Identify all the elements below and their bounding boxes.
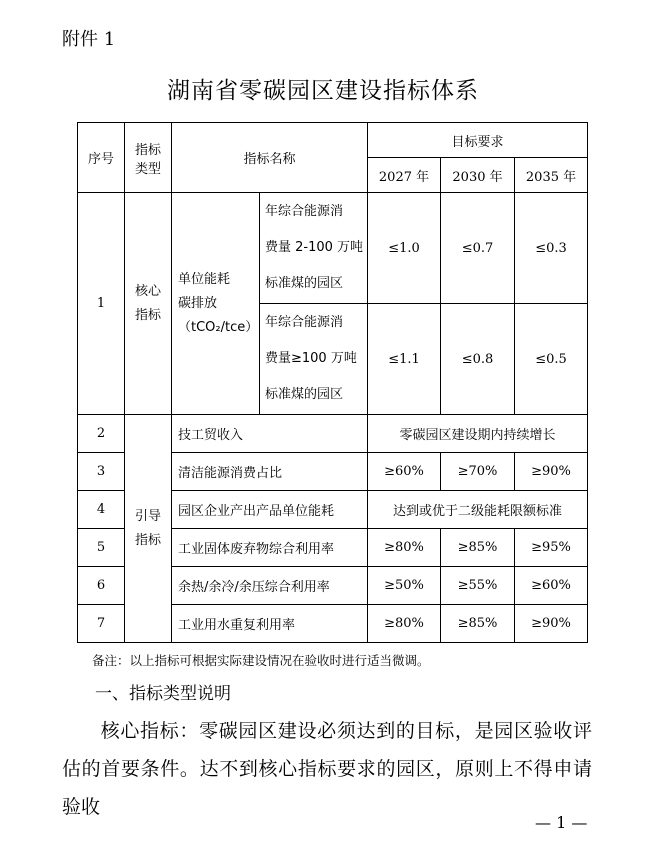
row1-sub2-desc (260, 304, 368, 415)
row1-sub2-line3: 标准煤的园区 (265, 387, 344, 402)
attachment-label: 附件 1 (62, 29, 116, 50)
row1-sub1-line2: 费量 2-100 万吨 (265, 240, 364, 255)
row1-name-line1: 单位能耗 (178, 271, 231, 287)
row1-sub2-line2: 费量≥100 万吨 (265, 351, 357, 366)
row6-2027: ≥50% (368, 567, 441, 605)
row5-seq: 5 (78, 529, 125, 567)
header-type-line1: 指标 (134, 142, 161, 158)
row2-seq: 2 (78, 415, 125, 453)
row5-2027: ≥80% (368, 529, 441, 567)
guide-type-line1: 引导 (134, 508, 161, 524)
row1-name-line2: 碳排放 (178, 295, 218, 311)
header-target: 目标要求 (368, 123, 588, 158)
indicator-table (77, 122, 588, 643)
row5-2030: ≥85% (441, 529, 515, 567)
row1-sub1-2027: ≤1.0 (368, 193, 441, 304)
row2-name: 技工贸收入 (172, 415, 368, 453)
row1-sub2-2035: ≤0.5 (515, 304, 588, 415)
row1-sub1-line1: 年综合能源消 (265, 204, 344, 219)
header-year-2027: 2027 年 (368, 158, 441, 193)
row3-2035: ≥90% (515, 453, 588, 491)
row4-name: 园区企业产出产品单位能耗 (172, 491, 368, 529)
row4-seq: 4 (78, 491, 125, 529)
row1-sub1-line3: 标准煤的园区 (265, 276, 344, 291)
row4-target: 达到或优于二级能耗限额标准 (368, 491, 588, 529)
row2-target: 零碳园区建设期内持续增长 (368, 415, 588, 453)
row1-sub2-line1: 年综合能源消 (265, 315, 344, 330)
header-type (125, 123, 172, 193)
row1-type-line2: 指标 (134, 307, 161, 323)
row1-seq: 1 (78, 193, 125, 415)
row1-sub2-2030: ≤0.8 (441, 304, 515, 415)
row7-seq: 7 (78, 605, 125, 643)
header-type-line2: 类型 (134, 161, 161, 177)
row5-name: 工业固体废弃物综合利用率 (172, 529, 368, 567)
row7-2035: ≥90% (515, 605, 588, 643)
row5-2035: ≥95% (515, 529, 588, 567)
row7-2030: ≥85% (441, 605, 515, 643)
row6-name: 余热/余冷/余压综合利用率 (172, 567, 368, 605)
page-number: — 1 — (535, 813, 588, 832)
table-note: 备注：以上指标可根据实际建设情况在验收时进行适当微调。 (92, 653, 430, 668)
row3-name: 清洁能源消费占比 (172, 453, 368, 491)
row1-sub2-2027: ≤1.1 (368, 304, 441, 415)
header-year-2035: 2035 年 (515, 158, 588, 193)
body-paragraph (62, 712, 592, 826)
guide-type-line2: 指标 (134, 532, 161, 548)
row7-name: 工业用水重复利用率 (172, 605, 368, 643)
row3-seq: 3 (78, 453, 125, 491)
guide-type (125, 415, 172, 643)
row1-name-line3: （tCO₂/tce） (178, 319, 259, 335)
row6-seq: 6 (78, 567, 125, 605)
row3-2027: ≥60% (368, 453, 441, 491)
row1-sub1-2035: ≤0.3 (515, 193, 588, 304)
row7-2027: ≥80% (368, 605, 441, 643)
row1-type (125, 193, 172, 415)
row6-2035: ≥60% (515, 567, 588, 605)
document-title: 湖南省零碳园区建设指标体系 (167, 78, 479, 104)
row1-type-line1: 核心 (134, 283, 161, 299)
row1-sub1-2030: ≤0.7 (441, 193, 515, 304)
row1-name (172, 193, 260, 415)
row3-2030: ≥70% (441, 453, 515, 491)
header-name: 指标名称 (172, 123, 368, 193)
header-seq: 序号 (78, 123, 125, 193)
paragraph-text: 核心指标：零碳园区建设必须达到的目标，是园区验收评估的首要条件。达不到核心指标要求的园区，原则上不得申请验收 (62, 720, 592, 818)
row1-sub1-desc (260, 193, 368, 304)
header-year-2030: 2030 年 (441, 158, 515, 193)
row6-2030: ≥55% (441, 567, 515, 605)
section-heading: 一、指标类型说明 (95, 684, 231, 704)
